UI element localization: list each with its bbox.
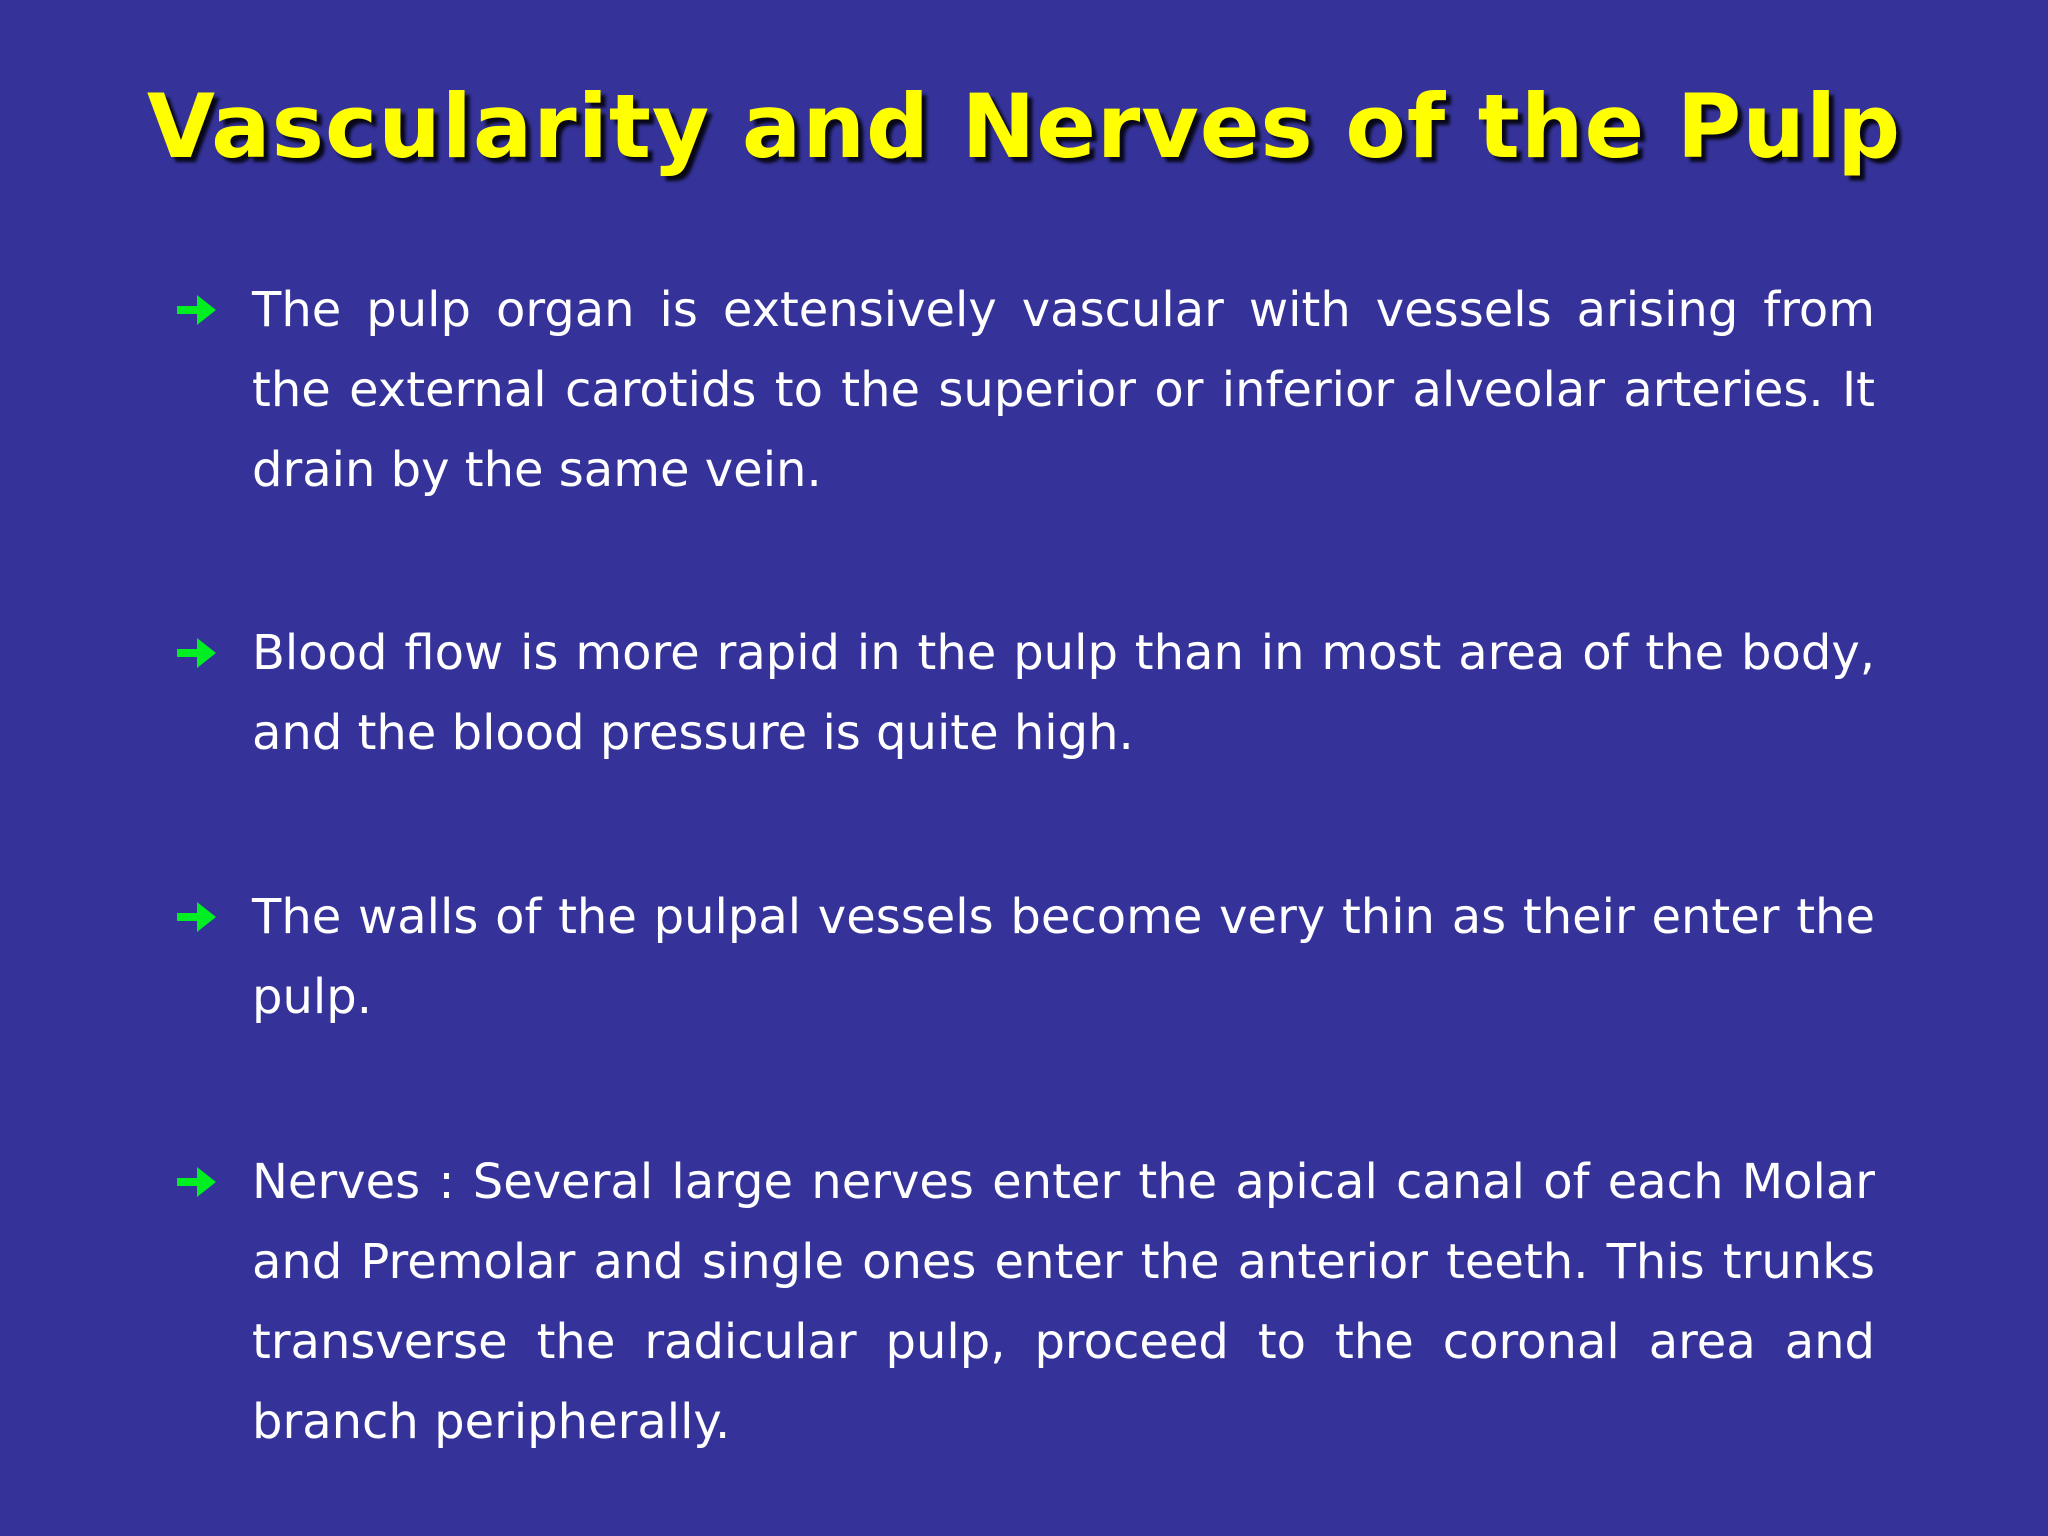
bullet-text: The pulp organ is extensively vascular with vessels arising from the external carotids to the superior or inferior alveolar arteries. It drain by the same vein. bbox=[252, 282, 1875, 498]
right-arrow-icon bbox=[175, 1162, 219, 1202]
right-arrow-icon bbox=[175, 290, 219, 330]
bullet-text: Blood flow is more rapid in the pulp than in most area of the body, and the blood pressure is quite high. bbox=[252, 625, 1875, 761]
bullet-text: The walls of the pulpal vessels become very thin as their enter the pulp. bbox=[252, 889, 1875, 1025]
right-arrow-icon bbox=[175, 633, 219, 673]
slide-title: Vascularity and Nerves of the Pulp bbox=[146, 75, 1902, 178]
right-arrow-icon bbox=[175, 897, 219, 937]
bullet-text: Nerves : Several large nerves enter the apical canal of each Molar and Premolar and single ones enter the anterior teeth. This trunks transverse the radicular pulp, proceed to the coronal area and branch peripherally. bbox=[252, 1154, 1875, 1450]
